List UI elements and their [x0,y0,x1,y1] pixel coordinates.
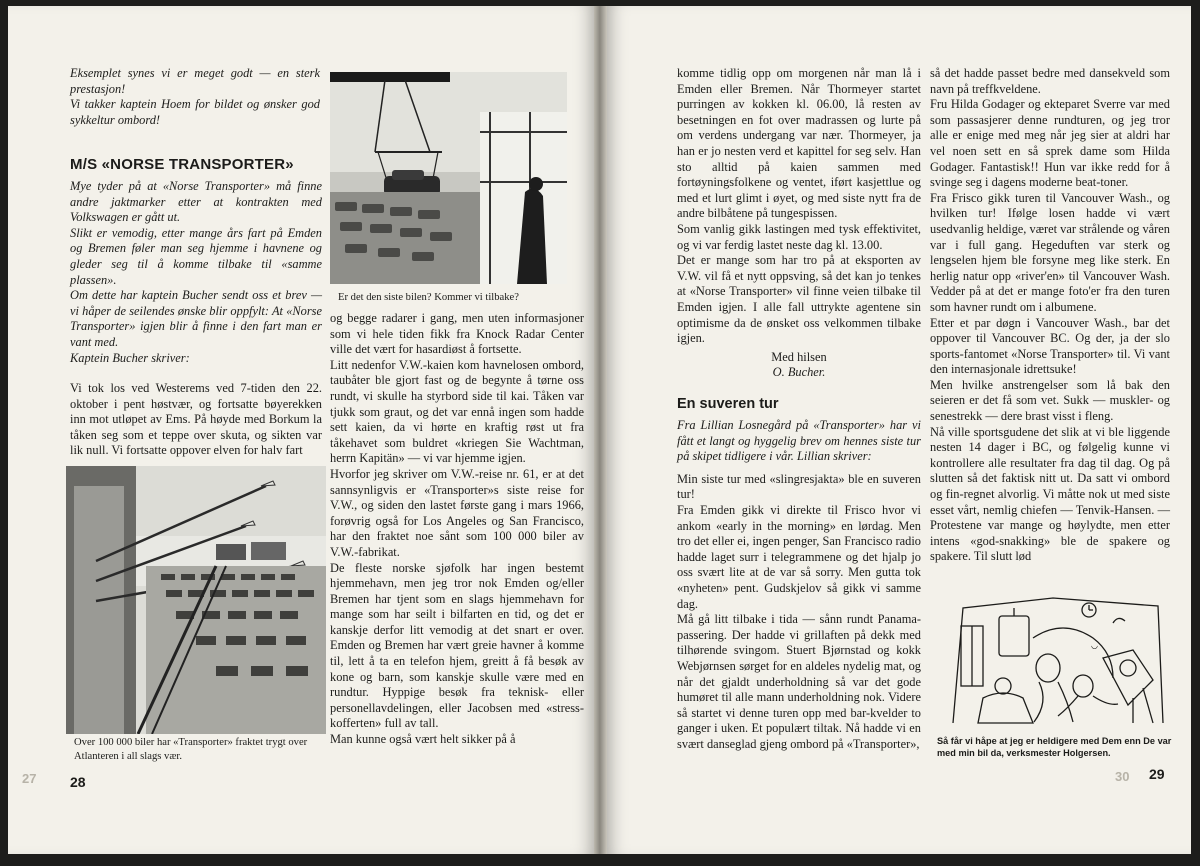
body-paragraph: Vi tok los ved Westerems ved 7-tiden den 22. oktober i pent høstvær, og fortsatte bøyerekken inn mot utløpet av Ems. På høyde med Borkum la tåken seg som et teppe over skuta, og sikten var lik null. Vi fortsatte oppover elven for halv fart [70,381,322,458]
crane-car-illustration [330,72,567,284]
cartoon-drawing [943,588,1169,728]
intro-paragraph: Slikt er vemodig, etter mange års fart på Emden og Bremen føler man seg hjemme i havnene og gleder seg til å komme tilbake til «samme plassen». [70,225,322,287]
body-paragraph: Men hvilke anstrengelser som lå bak den seieren er det få som vet. Sukk — muskler- og senestrekk — dere brast visst i fleng. [930,377,1170,424]
article-body-col1 [70,381,322,459]
photo2-caption: Over 100 000 biler har «Transporter» fraktet trygt over Atlanteren i all slags vær. [74,737,308,762]
article-body-col1-second [677,418,921,752]
body-paragraph: Min siste tur med «slingresjakta» ble en suveren tur! [677,471,921,502]
intro-paragraph: Mye tyder på at «Norse Transporter» må finne andre jaktmarker etter at kontrakten med Volkswagen er gått ut. [70,179,322,225]
body-paragraph: Fra Emden gikk vi direkte til Frisco hvor vi ankom «early in the morning» en lørdag. Men tro det eller ei, ingen penger, San Francisco radio hadde laget surr i telegrammene og det hjalp jo oss svært lite at de var så sorry. Men gutta tok «nyheten» pent. Gudskjelov så gikk vi samme dag. [677,502,921,611]
intro-line: Vi takker kaptein Hoem for bildet og ønsker god sykkeltur ombord! [70,97,320,127]
article-body-col1 [677,66,921,381]
body-paragraph: Hvorfor jeg skriver om V.W.-reise nr. 61, er at det sannsynligvis er «Transporter»s siste reise for V.W., og siden den lastet første gang i mars 1966, forøvrig også for Los Angeles og San Francisco, har den fraktet noe sånt som 100 000 biler av V.W.-fabrikat. [330,466,584,559]
article-body-col2 [930,66,1170,565]
left-page [8,6,594,854]
article-heading: M/S «NORSE TRANSPORTER» [70,156,294,173]
crane-car-photo [330,72,567,284]
body-paragraph: Etter et par døgn i Vancouver Wash., bar det oppover til Vancouver BC. Og der, ja der slo sports-fantomet «Norse Transporter» til. Vi vant den internasjonale idrettsuke! [930,315,1170,377]
intro-line: Eksemplet synes vi er meget godt — en sterk prestasjon! [70,66,320,96]
book-spine [594,6,607,854]
body-paragraph: Nå ville sportsgudene det slik at vi ble liggende nesten 14 dager i BC, og følgelig kunne vi kontrollere alle resultater fra dag til dag. Og på slutten så det faktisk nitt ut. Da satt vi ombord og fin-regnet alvorlig. Vi måtte nok ut med siste esset vårt, nemlig chiefen — Tenvik-Hansen. — Protestene var mange og høylydte, men etter intens «god-snakking» ble de spakere og spakere. Til slutt lød [930,424,1170,564]
right-page [607,6,1191,854]
cartoon-illustration [943,588,1169,728]
article-body-col2 [330,311,584,748]
body-paragraph: og begge radarer i gang, men uten informasjoner som vi hele tiden fikk fra Knock Radar Center ville det vært for hasardiøst å fortsette. [330,311,584,357]
body-paragraph: Fru Hilda Godager og ekteparet Sverre var med som passasjerer denne rundturen, og jeg tror alle er enige med meg når jeg sier at aldri har vel noen sett en så sprek dame som Hilda Godager. Fantastisk!! Hun var ikke redd for å svinge seg i dagens moderne beat-toner. [930,97,1170,190]
body-paragraph: Litt nedenfor V.W.-kaien kom havnelosen ombord, taubåter ble gjort fast og de begynte å tørne oss rundt, vi skulle ha styrbord side til kai. Tåken var tjukk som graut, og det var ennå ingen som hadde sett kaien, da vi hørte en kraftig røst ut fra tåkehavet som buldret «kriegen Sie Wachtman, herrn Kapitän» — vi var hjemme igjen. [330,357,584,466]
intro-paragraph: Om dette har kaptein Bucher sendt oss et brev — vi håper de seilendes ønske blir oppfylt: At «Norse Transporter» igjen blir å finne i den fart man er vant med. [70,288,322,349]
article-intro [70,179,322,366]
intro-paragraph: Fra Lillian Losnegård på «Transporter» har vi fått et langt og hyggelig brev om hennes siste tur på skipet tidligere i vår. Lillian skriver: [677,418,921,464]
signature-greeting: Med hilsen [771,349,827,364]
body-paragraph: Det er mange som har tro på at eksporten av V.W. vil få et nytt oppsving, så det kan jo tenkes at «Norse Transporter» vil finne veien tilbake til Emden igjen. I alle fall uttrykte agentene sin optimisme da de ønsket oss velkommen tilbake igjen. [677,253,921,346]
body-paragraph: Fra Frisco gikk turen til Vancouver Wash., og hvilken tur! Ifølge losen hadde vi vært usedvanlig heldige, været var strålende og våren var i full gang. Hegeduften var sterk og lengselen hjem ble forsyne meg like sterk. En herlig natur opp «river'en» til Vancouver Wash. Vedder på at det er mange foto'er fra den turen som havner rundt om i albumene. [930,190,1170,314]
cartoon-caption: Så får vi håpe at jeg er heldigere med Dem enn De var med min bil da, verksmester Holgersen. [937,736,1172,758]
harbor-photo [66,466,326,734]
intro-paragraph: Kaptein Bucher skriver: [70,350,190,365]
photo1-caption: Er det den siste bilen? Kommer vi tilbake? [338,292,519,303]
svg-text:◡: ◡ [1091,641,1098,650]
body-paragraph: De fleste norske sjøfolk har ingen bestemt hjemmehavn, men jeg tror nok Emden og/eller Bremen har tjent som en slags hjemmehavn for mange som har seilt i bilfarten en tid, og det er kanskje derfor litt vemodig at det snart er over. Emden og Bremen har vært greie havner å komme til, lett å ta en telefon hjem, greitt å få besøk av kone og barn, som kanskje skulle være med en rundtur. Hyppige besøk fra teknisk- eller personellavdelingen, eller Jacobsen med «stress-kofferten» full av tall. [330,560,584,731]
body-paragraph: Som vanlig gikk lastingen med tysk effektivitet, og vi var ferdig lastet neste dag kl. 13.00. [677,221,921,252]
body-paragraph: Må gå litt tilbake i tida — sånn rundt Panama-passering. Der hadde vi grillaften på dekk med tilhørende svingom. Stuert Bjørnstad og kokk Webjørnsen sørget for en aldeles nydelig mat, og når det gjaldt underholdning så var det gode humøret til alle mann underholdning nok. Videre så startet vi denne turen opp med bar-kvelder to ganger i uken. Et populært tiltak. Nå hadde vi en svært danseglad gjeng ombord på «Transporter», [677,612,921,751]
margin-page-mark: 27 [22,771,37,786]
article-heading: En suveren tur [677,396,779,412]
body-paragraph: så det hadde passet bedre med dansekveld som navn på treffkveldene. [930,66,1170,96]
body-paragraph: komme tidlig opp om morgenen når man lå i Emden eller Bremen. Når Thormeyer startet purringen av kokken kl. 06.00, lå resten av besetningen en fot over madrassen og lurte på om verdens undergang var nær. Thormeyer, ja han er jo nesten verd et kapittel for seg selv. Han sto alltid på kaien sammen med fortøyningsfolkene og ventet, iført kasjettlue og med et lurt glimt i øyet, og med siste nytt fra de andre bilbåtene på tungespissen. [677,66,921,221]
harbor-illustration [66,466,326,734]
page-number: 29 [1149,766,1165,782]
margin-page-mark: 30 [1115,769,1130,784]
intro-text [70,66,320,128]
body-paragraph: Man kunne også vært helt sikker på å [330,732,516,747]
page-number: 28 [70,774,86,790]
signature-name: O. Bucher. [772,365,826,380]
